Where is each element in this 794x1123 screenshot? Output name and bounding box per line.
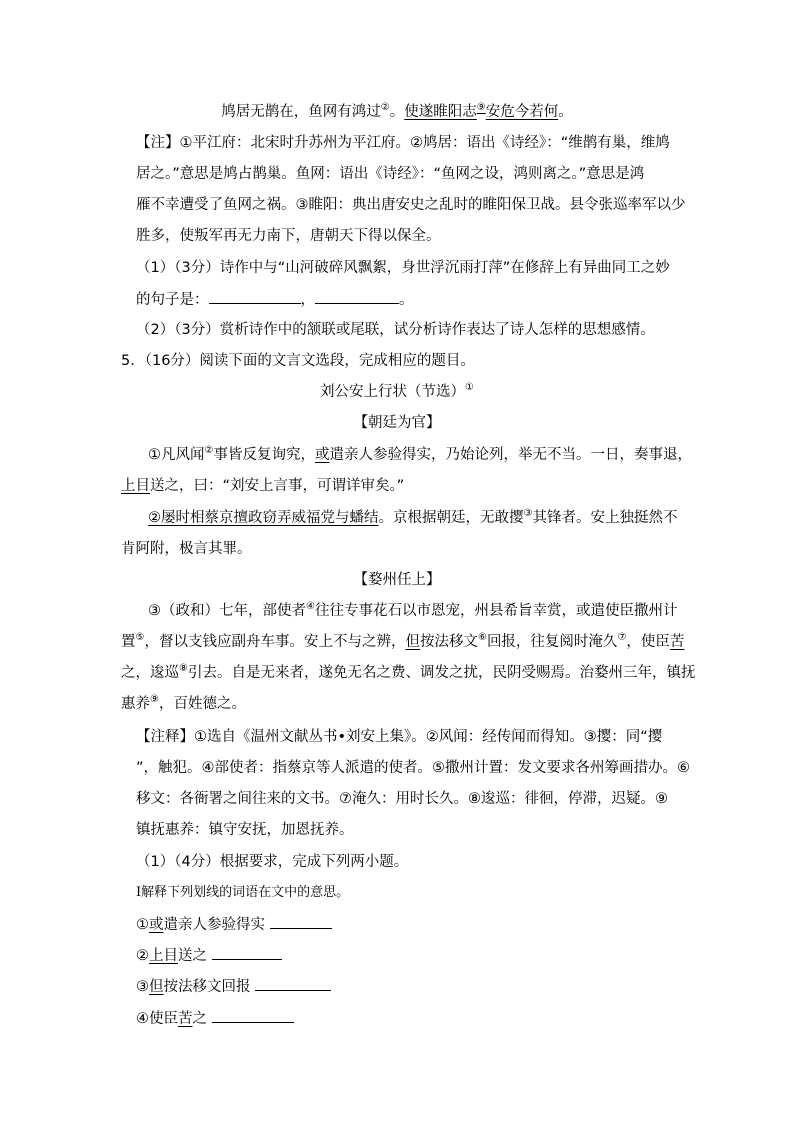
answer-blank[interactable] [255, 976, 331, 991]
footnote-mark: ④ [306, 601, 315, 612]
footnote-mark: ② [204, 445, 214, 456]
text: 往往专事花石以市恩宠，州县希旨幸赏，或遣使臣撒州计 [314, 603, 678, 619]
note-line: 移文：各衙署之间往来的文书。⑦淹久：用时长久。⑧逡巡：徘徊，停滞，迟疑。⑨ [136, 791, 668, 807]
paragraph-line [148, 601, 677, 621]
item-text: 之 [192, 1011, 207, 1027]
text: ，百姓德之。 [158, 696, 246, 712]
poem-text: 。 [389, 104, 405, 120]
item-text: 送之 [178, 948, 207, 964]
question-5: 5．（16分）阅读下面的文言文选段，完成相应的题目。 [121, 353, 475, 369]
answer-blank[interactable] [315, 289, 399, 304]
footnote-mark: ③ [523, 508, 533, 519]
text: 事皆反复询究， [213, 447, 315, 463]
section-heading: 【朝廷为官】 [353, 415, 441, 431]
underlined-word: 但 [149, 979, 164, 995]
question-4-1-answer-line [136, 289, 414, 310]
text: 之，逡巡 [121, 665, 179, 681]
text: ①凡风闻 [148, 447, 205, 463]
question-5-1: （1）（4分）根据要求，完成下列两小题。 [136, 854, 409, 870]
poem-text: 鸠居无鹊在，鱼网有鸿过 [221, 104, 381, 120]
text: 引去。自是无来者，遂免无名之费、调发之扰，民阴受赐焉。治婺州三年，镇抚 [187, 665, 696, 681]
paragraph-line [121, 663, 695, 683]
item-text: 遣亲人参验得实 [163, 917, 265, 933]
underlined-word: 苦 [178, 1011, 193, 1027]
question-text: 的句子是： [136, 292, 209, 308]
passage-title [0, 382, 794, 402]
question-text: ， [300, 292, 315, 308]
item-3 [136, 976, 331, 997]
item-2 [136, 945, 282, 966]
item-number: ④使臣 [136, 1011, 178, 1027]
note-line: 居之。”意思是鸠占鹊巢。鱼网：语出《诗经》：“鱼网之设，鸿则离之。”意思是鸿 [136, 166, 645, 182]
footnote-mark: ① [465, 382, 474, 393]
paragraph-line [121, 632, 684, 652]
question-5-1-part-i: Ⅰ解释下列划线的词语在文中的意思。 [136, 885, 350, 900]
answer-blank[interactable] [270, 914, 332, 929]
text: 惠养 [121, 696, 150, 712]
underlined-word: 上目 [149, 948, 178, 964]
note-line: 镇抚惠养：镇守安抚，加恩抚养。 [136, 822, 354, 838]
footnote-mark: ⑦ [617, 632, 627, 643]
poem-text: 。 [558, 104, 573, 120]
footnote-mark: ⑤ [135, 632, 145, 643]
item-1 [136, 914, 332, 935]
footnote-mark: ⑨ [150, 694, 159, 705]
answer-blank[interactable] [212, 945, 282, 960]
underlined-word: 或 [314, 447, 330, 463]
text: 按法移文 [419, 634, 478, 650]
underlined-phrase: 使遂睢阳志 [404, 104, 477, 120]
paragraph-line [121, 476, 404, 496]
section-heading: 【婺州任上】 [353, 572, 441, 588]
question-4-2: （2）（3分）赏析诗作中的颔联或尾联，试分析诗作表达了诗人怎样的思想感情。 [136, 322, 655, 338]
note-line: ”，触犯。④部使者：指蔡京等人派遣的使者。⑤撒州计置：发文要求各州筹画措办。⑥ [136, 760, 691, 776]
paragraph-line [148, 445, 692, 465]
footnote-mark: ② [380, 102, 390, 113]
text: 送之，曰：“刘安上言事，可谓详审矣。” [150, 478, 405, 494]
underlined-word: 或 [149, 917, 164, 933]
text: ③（政和）七年，部使者 [148, 603, 306, 619]
underlined-word: 但 [405, 634, 420, 650]
text: 。京根据朝廷，无敢撄 [378, 510, 524, 526]
note-line: 胜多，使叛军再无力南下，唐朝天下得以保全。 [136, 228, 441, 244]
underlined-word: 上目 [121, 478, 150, 494]
text: 其锋者。安上独挺然不 [532, 510, 678, 526]
text: ，督以支钱应副舟车事。安上不与之辨， [144, 634, 406, 650]
text: ，使臣 [626, 634, 670, 650]
item-number: ③ [136, 979, 149, 995]
footnote-mark: ⑧ [179, 663, 188, 674]
poem-line [0, 102, 794, 122]
paragraph-line [121, 694, 246, 714]
text: 遣亲人参验得实，乃始论列，举无不当。一日，奏事退， [329, 447, 692, 463]
underlined-word: 苦 [669, 634, 685, 650]
underlined-sentence: ②屡时相蔡京擅政窃弄威福党与蟠结 [148, 510, 379, 526]
paragraph-line [148, 508, 677, 528]
question-text: 。 [399, 292, 414, 308]
footnote-mark: ⑨ [476, 102, 486, 113]
note-line: 【注释】①选自《温州文献丛书•刘安上集》。②风闻：经传闻而得知。③撄：同“撄 [136, 729, 663, 745]
question-4-1: （1）（3分）诗作中与“山河破碎风飘絮，身世浮沉雨打萍”在修辞上有异曲同工之妙 [136, 260, 670, 276]
footnote-mark: ⑥ [477, 632, 487, 643]
text: 回报，往复阅时淹久 [486, 634, 618, 650]
item-text: 按法移文回报 [163, 979, 251, 995]
text: 置 [121, 634, 136, 650]
note-line: 雁不幸遭受了鱼网之祸。③睢阳：典出唐安史之乱时的睢阳保卫战。县令张巡率军以少 [136, 197, 686, 213]
item-4 [136, 1008, 294, 1029]
answer-blank[interactable] [212, 1008, 294, 1023]
item-number: ① [136, 917, 149, 933]
title-text: 刘公安上行状（节选） [320, 384, 466, 400]
paragraph-line: 肯阿附，极言其罪。 [121, 541, 252, 557]
item-number: ② [136, 948, 149, 964]
underlined-phrase: 安危今若何 [485, 104, 559, 120]
note-line: 【注】①平江府：北宋时升苏州为平江府。②鸠居：语出《诗经》：“维鹊有巢，维鸠 [136, 135, 670, 151]
answer-blank[interactable] [209, 289, 301, 304]
